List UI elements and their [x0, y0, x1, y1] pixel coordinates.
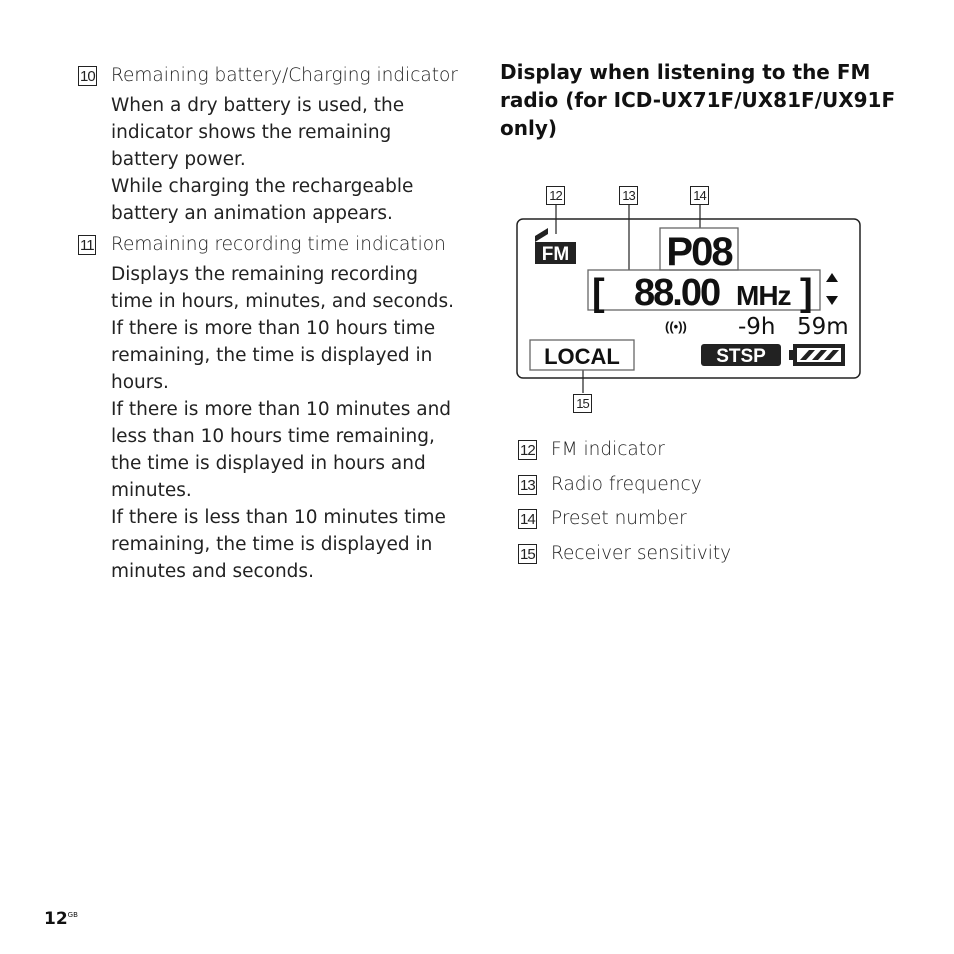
fm-label: FM — [541, 244, 570, 265]
legend-number: 13 — [520, 476, 535, 494]
legend-number: 15 — [520, 545, 535, 563]
description-paragraph: Displays the remaining recording time in hours, minutes, and seconds. — [111, 264, 455, 312]
legend-label: Receiver sensitivity — [551, 542, 732, 564]
left-column — [78, 62, 458, 585]
callout-15: 15 — [573, 394, 592, 413]
legend-number: 14 — [520, 511, 535, 528]
page-number — [44, 909, 78, 929]
legend-number: 12 — [520, 442, 535, 459]
item-description — [111, 261, 458, 585]
legend-label: FM indicator — [551, 439, 665, 460]
legend-label: Preset number — [551, 508, 687, 529]
description-paragraph: When a dry battery is used, the indicator shows the remaining battery power. — [111, 95, 405, 170]
frequency-unit: MHz — [736, 280, 791, 311]
item-title: Remaining recording time indication — [111, 234, 446, 255]
section-heading: Display when listening to the FM radio (for ICD-UX71F/UX81F/UX91F only) — [500, 60, 896, 140]
legend-list — [518, 440, 878, 578]
description-paragraph: If there is more than 10 minutes and less than 10 hours time remaining, the time is displayed in hours and minutes. — [111, 399, 452, 501]
callout-14: 14 — [690, 186, 709, 205]
region-code: GB — [67, 911, 78, 919]
callout-13: 13 — [619, 186, 638, 205]
right-column — [500, 58, 900, 142]
list-item-recording-time — [78, 231, 458, 585]
description-paragraph: While charging the rechargeable battery an animation appears. — [111, 176, 414, 224]
callout-12: 12 — [546, 186, 565, 205]
preset-number: P08 — [666, 230, 732, 274]
battery-icon — [789, 344, 845, 366]
sensitivity-label: LOCAL — [544, 344, 620, 369]
item-number: 11 — [80, 237, 94, 254]
stereo-label: STSP — [716, 346, 766, 367]
bracket-right: ] — [800, 272, 813, 314]
bracket-left: [ — [592, 272, 605, 314]
description-paragraph: If there is more than 10 hours time remaining, the time is displayed in hours. — [111, 318, 436, 393]
signal-icon: ((•)) — [665, 319, 687, 334]
fm-display-diagram — [510, 182, 870, 422]
legend-item-radio-frequency — [518, 475, 878, 510]
item-number: 10 — [80, 68, 95, 85]
legend-item-preset-number — [518, 509, 878, 544]
description-paragraph: If there is less than 10 minutes time remaining, the time is displayed in minutes and seconds. — [111, 507, 446, 582]
legend-item-fm-indicator — [518, 440, 878, 475]
up-arrow-icon — [826, 273, 838, 282]
page-number-value: 12 — [44, 909, 68, 929]
down-arrow-icon — [826, 296, 838, 305]
list-item-battery-indicator — [78, 62, 458, 227]
item-title: Remaining battery/Charging indicator — [111, 65, 458, 86]
item-description — [111, 92, 458, 227]
lcd-screen — [510, 182, 870, 422]
legend-label: Radio frequency — [551, 473, 702, 495]
legend-item-receiver-sensitivity — [518, 544, 878, 579]
remaining-hours: -9h — [738, 314, 776, 340]
remaining-minutes: 59m — [797, 314, 849, 340]
frequency-value: 88.00 — [634, 272, 720, 314]
